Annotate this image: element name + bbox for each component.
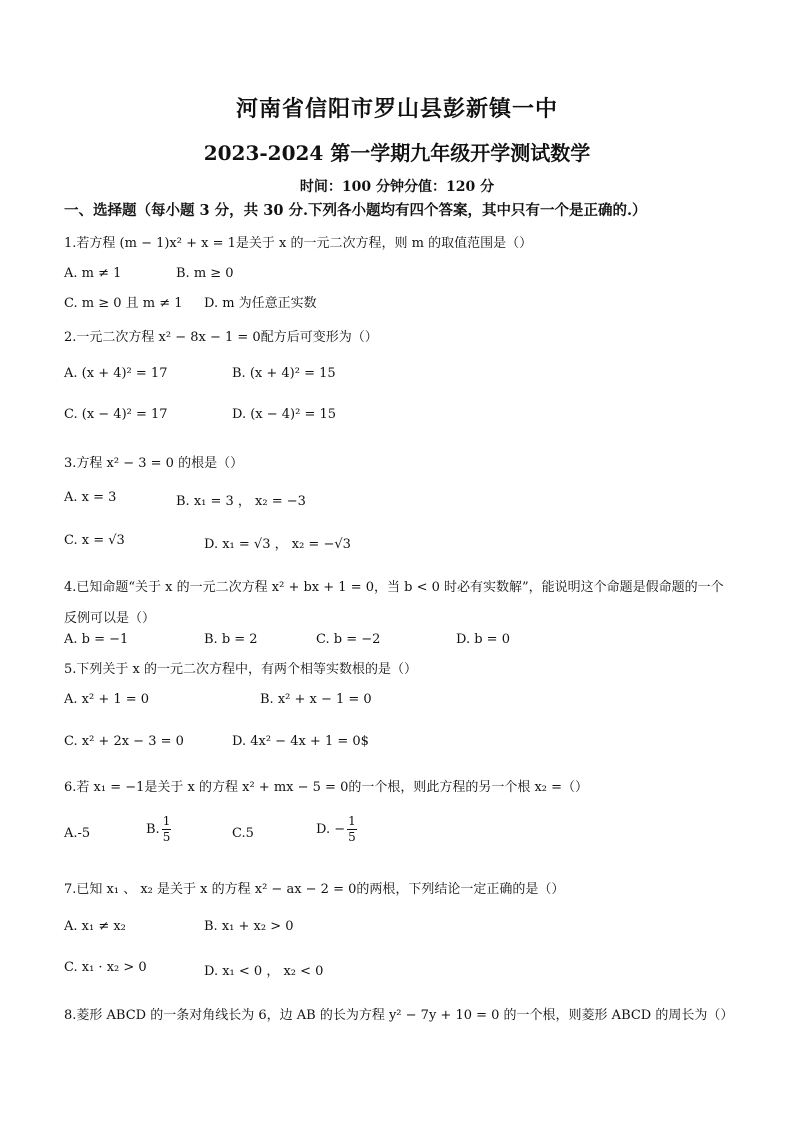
option-b: B. m ≥ 0 [176,266,234,281]
option-b: B. x₁ + x₂ > 0 [204,919,294,934]
option-a: A. x₁ ≠ x₂ [64,919,126,934]
option-c: C. m ≥ 0 且 m ≠ 1 [64,296,183,311]
option-a: A. b = −1 [64,632,129,647]
option-c: C. b = −2 [316,632,381,647]
option-d: D. m 为任意正实数 [204,296,317,311]
school-title: 河南省信阳市罗山县彭新镇一中 [235,96,558,122]
option-d: D. b = 0 [456,632,510,647]
option-d: D. x₁ < 0 ， x₂ < 0 [204,964,324,979]
option-d-prefix: D. − [316,822,346,837]
question-stem: 7.已知 x₁ 、 x₂ 是关于 x 的方程 x² − ax − 2 = 0的两根，下列结论一定正确的是（） [64,882,565,897]
option-a: A. m ≠ 1 [64,266,122,281]
question-stem: 1.若方程 (m − 1)x² + x = 1是关于 x 的一元二次方程，则 m 的取值范围是（） [64,236,533,251]
fraction-denominator: 5 [348,830,356,844]
option-b-prefix: B. [146,822,160,837]
fraction-numerator: 1 [162,814,171,828]
option-d [316,814,359,845]
fraction-numerator: 1 [348,814,356,828]
option-c: C. x₁ · x₂ > 0 [64,960,147,975]
question-stem-line2: 反例可以是（） [64,611,156,626]
question-stem: 2.一元二次方程 x² − 8x − 1 = 0配方后可变形为（） [64,330,378,345]
option-d: D. x₁ = √3 ， x₂ = −√3 [204,537,351,552]
question-stem: 6.若 x₁ = −1是关于 x 的方程 x² + mx − 5 = 0的一个根，则此方程的另一个根 x₂ =（） [64,780,589,795]
option-b: B. b = 2 [204,632,258,647]
option-b: B. x₁ = 3 ， x₂ = −3 [176,494,306,509]
question-stem: 8.菱形 ABCD 的一条对角线长为 6，边 AB 的长为方程 y² − 7y + 10 = 0 的一个根，则菱形 ABCD 的周长为（） [64,1008,734,1023]
option-c: C. (x − 4)² = 17 [64,407,168,422]
option-b [146,814,173,845]
option-d: D. (x − 4)² = 15 [232,407,337,422]
section-heading: 一、选择题（每小题 3 分，共 30 分.下列各小题均有四个答案，其中只有一个是正确的.） [64,202,647,219]
option-b: B. (x + 4)² = 15 [232,366,336,381]
option-a: A. x = 3 [64,490,117,505]
option-d: D. 4x² − 4x + 1 = 0$ [232,734,369,749]
option-c: C. x² + 2x − 3 = 0 [64,734,184,749]
option-c: C.5 [232,826,254,841]
fraction [347,814,357,845]
question-stem: 3.方程 x² − 3 = 0 的根是（） [64,456,244,471]
fraction-denominator: 5 [162,830,171,844]
option-b: B. x² + x − 1 = 0 [260,692,372,707]
fraction [162,814,172,845]
option-a: A. x² + 1 = 0 [64,692,150,707]
exam-meta: 时间：100 分钟分值：120 分 [299,179,495,195]
option-a: A. (x + 4)² = 17 [64,366,168,381]
question-stem-line1: 4.已知命题“关于 x 的一元二次方程 x² + bx + 1 = 0，当 b < 0 时必有实数解”，能说明这个命题是假命题的一个 [64,580,724,595]
exam-title: 2023-2024 第一学期九年级开学测试数学 [203,141,591,165]
option-a: A.-5 [64,826,91,841]
question-stem: 5.下列关于 x 的一元二次方程中，有两个相等实数根的是（） [64,662,417,677]
option-c: C. x = √3 [64,533,125,548]
